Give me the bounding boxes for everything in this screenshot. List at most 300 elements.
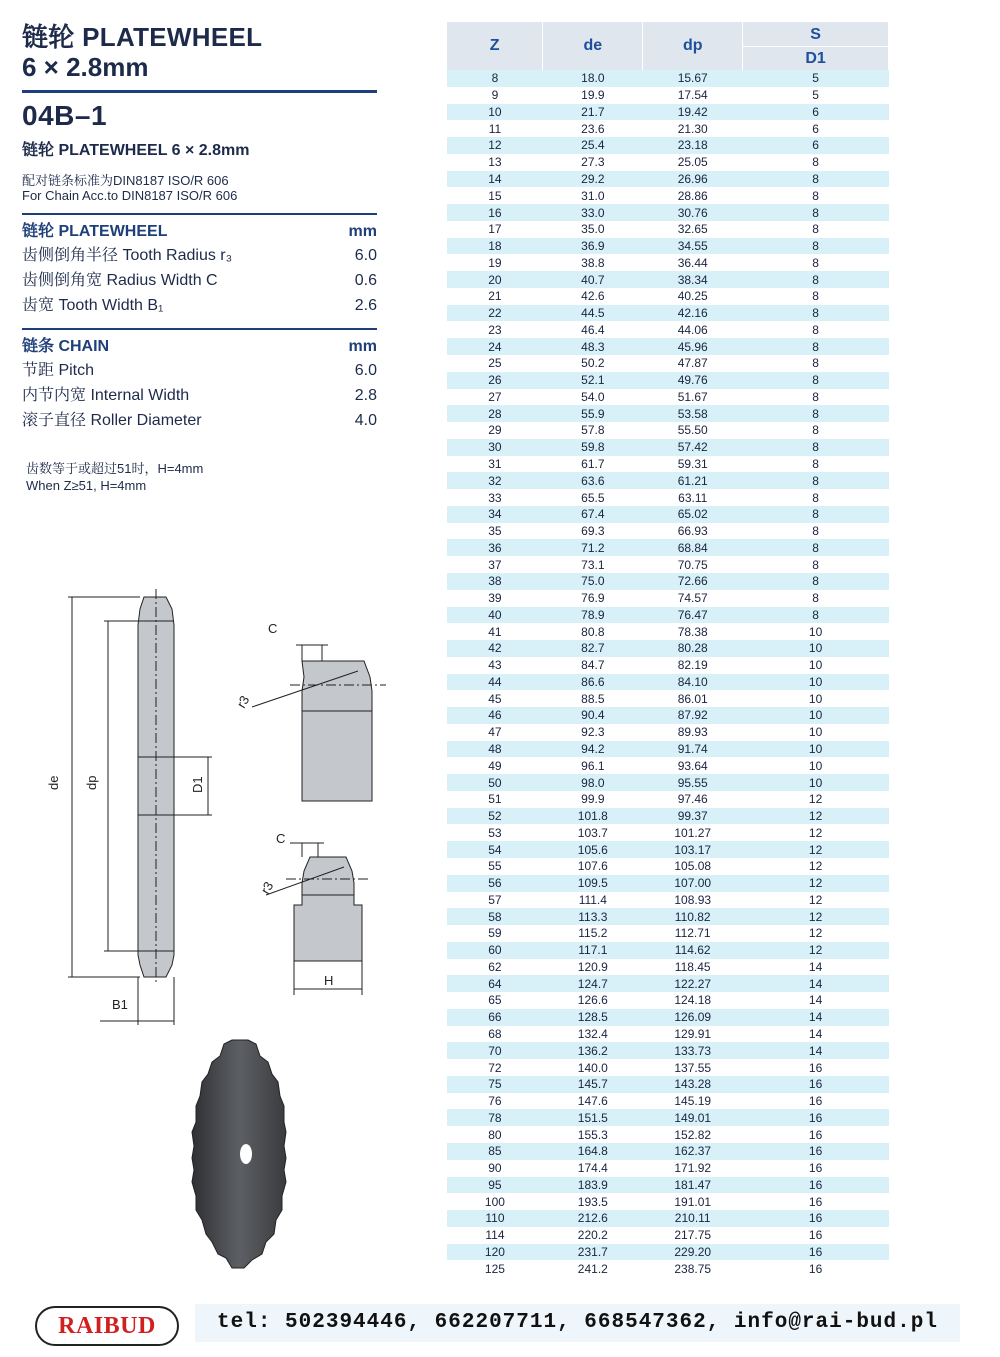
cell-z: 58 xyxy=(447,908,543,925)
table-row xyxy=(447,1160,889,1177)
cell-dp: 181.47 xyxy=(643,1177,743,1194)
cell-dp: 38.34 xyxy=(643,271,743,288)
cell-s-d1: 8 xyxy=(743,154,889,171)
cell-s-d1: 10 xyxy=(743,690,889,707)
cell-de: 109.5 xyxy=(543,875,643,892)
table-row xyxy=(447,1126,889,1143)
cell-s-d1: 12 xyxy=(743,824,889,841)
cell-z: 47 xyxy=(447,724,543,741)
cell-s-d1: 6 xyxy=(743,137,889,154)
col-header-d1: D1 xyxy=(805,49,826,67)
cell-s-d1: 8 xyxy=(743,254,889,271)
table-row xyxy=(447,640,889,657)
table-row xyxy=(447,590,889,607)
cell-de: 124.7 xyxy=(543,975,643,992)
cell-dp: 47.87 xyxy=(643,355,743,372)
sprocket-spec-table xyxy=(447,22,889,1277)
cell-dp: 162.37 xyxy=(643,1143,743,1160)
cell-s-d1: 16 xyxy=(743,1244,889,1261)
cell-s-d1: 8 xyxy=(743,556,889,573)
table-row xyxy=(447,908,889,925)
cell-de: 35.0 xyxy=(543,221,643,238)
platewheel-heading-label: 链轮 PLATEWHEEL xyxy=(22,223,168,240)
table-row xyxy=(447,238,889,255)
cell-s-d1: 14 xyxy=(743,975,889,992)
cell-de: 174.4 xyxy=(543,1160,643,1177)
cell-s-d1: 14 xyxy=(743,992,889,1009)
cell-de: 115.2 xyxy=(543,925,643,942)
cell-dp: 44.06 xyxy=(643,321,743,338)
table-row xyxy=(447,724,889,741)
spec-label: 滚子直径 Roller Diameter xyxy=(22,412,202,429)
cell-z: 29 xyxy=(447,422,543,439)
col-header-s-d1 xyxy=(743,22,889,70)
cell-de: 117.1 xyxy=(543,942,643,959)
cell-s-d1: 16 xyxy=(743,1260,889,1277)
cell-z: 33 xyxy=(447,489,543,506)
cell-dp: 26.96 xyxy=(643,171,743,188)
cell-de: 29.2 xyxy=(543,171,643,188)
cell-s-d1: 16 xyxy=(743,1126,889,1143)
divider xyxy=(22,213,377,215)
cell-dp: 149.01 xyxy=(643,1109,743,1126)
cell-z: 28 xyxy=(447,405,543,422)
cell-s-d1: 8 xyxy=(743,405,889,422)
cell-s-d1: 16 xyxy=(743,1160,889,1177)
label-dp: dp xyxy=(84,775,99,790)
label-de: de xyxy=(46,775,61,790)
cell-z: 34 xyxy=(447,506,543,523)
cell-dp: 49.76 xyxy=(643,372,743,389)
table-row xyxy=(447,959,889,976)
cell-dp: 25.05 xyxy=(643,154,743,171)
cell-z: 75 xyxy=(447,1076,543,1093)
cell-z: 59 xyxy=(447,925,543,942)
cell-z: 55 xyxy=(447,858,543,875)
cell-s-d1: 8 xyxy=(743,506,889,523)
cell-z: 56 xyxy=(447,875,543,892)
col-header-z: Z xyxy=(447,22,543,70)
cell-de: 132.4 xyxy=(543,1026,643,1043)
cell-z: 27 xyxy=(447,389,543,406)
cell-dp: 21.30 xyxy=(643,120,743,137)
platewheel-unit: mm xyxy=(348,223,377,240)
table-row xyxy=(447,992,889,1009)
cell-s-d1: 8 xyxy=(743,590,889,607)
cell-s-d1: 12 xyxy=(743,858,889,875)
spec-label: 齿侧倒角宽 Radius Width C xyxy=(22,272,218,289)
cell-dp: 53.58 xyxy=(643,405,743,422)
chain-heading xyxy=(22,336,377,358)
cell-dp: 19.42 xyxy=(643,104,743,121)
cell-de: 136.2 xyxy=(543,1042,643,1059)
cell-s-d1: 10 xyxy=(743,774,889,791)
cell-dp: 108.93 xyxy=(643,892,743,909)
table-row xyxy=(447,791,889,808)
cell-z: 18 xyxy=(447,238,543,255)
cell-dp: 91.74 xyxy=(643,741,743,758)
table-row xyxy=(447,1177,889,1194)
spec-row xyxy=(22,383,377,408)
cell-z: 17 xyxy=(447,221,543,238)
table-body xyxy=(447,70,889,1277)
cell-de: 44.5 xyxy=(543,305,643,322)
spec-value: 2.8 xyxy=(354,387,377,404)
spec-value: 6.0 xyxy=(354,247,377,264)
cell-dp: 238.75 xyxy=(643,1260,743,1277)
cell-z: 41 xyxy=(447,623,543,640)
cell-dp: 28.86 xyxy=(643,187,743,204)
cell-s-d1: 14 xyxy=(743,959,889,976)
cell-s-d1: 10 xyxy=(743,674,889,691)
spec-row xyxy=(22,358,377,383)
cell-z: 30 xyxy=(447,439,543,456)
note-cn: 齿数等于或超过51时，H=4mm xyxy=(26,461,204,476)
table-row xyxy=(447,1193,889,1210)
table-row xyxy=(447,120,889,137)
cell-s-d1: 8 xyxy=(743,204,889,221)
table-row xyxy=(447,657,889,674)
table-row xyxy=(447,1042,889,1059)
label-c2: C xyxy=(276,831,286,846)
cell-s-d1: 8 xyxy=(743,221,889,238)
cell-s-d1: 8 xyxy=(743,288,889,305)
cell-dp: 107.00 xyxy=(643,875,743,892)
cell-z: 43 xyxy=(447,657,543,674)
cell-dp: 93.64 xyxy=(643,757,743,774)
table-row xyxy=(447,137,889,154)
cell-z: 42 xyxy=(447,640,543,657)
table-row xyxy=(447,942,889,959)
cell-z: 37 xyxy=(447,556,543,573)
height-note xyxy=(26,460,346,494)
cell-z: 8 xyxy=(447,70,543,87)
cell-de: 69.3 xyxy=(543,523,643,540)
cell-de: 78.9 xyxy=(543,607,643,624)
cell-de: 151.5 xyxy=(543,1109,643,1126)
table-row xyxy=(447,70,889,87)
cell-s-d1: 10 xyxy=(743,741,889,758)
cell-s-d1: 6 xyxy=(743,120,889,137)
cell-s-d1: 10 xyxy=(743,640,889,657)
cell-z: 26 xyxy=(447,372,543,389)
cell-s-d1: 10 xyxy=(743,707,889,724)
cell-z: 40 xyxy=(447,607,543,624)
cell-s-d1: 12 xyxy=(743,841,889,858)
cell-dp: 57.42 xyxy=(643,439,743,456)
table-row xyxy=(447,204,889,221)
cell-dp: 89.93 xyxy=(643,724,743,741)
label-r3-2: r3 xyxy=(257,878,277,897)
cell-de: 21.7 xyxy=(543,104,643,121)
cell-z: 76 xyxy=(447,1093,543,1110)
cell-dp: 145.19 xyxy=(643,1093,743,1110)
cell-de: 42.6 xyxy=(543,288,643,305)
table-row xyxy=(447,288,889,305)
sprocket-image xyxy=(190,1036,290,1276)
footer xyxy=(0,1298,1000,1350)
cell-z: 51 xyxy=(447,791,543,808)
cell-s-d1: 8 xyxy=(743,489,889,506)
cell-s-d1: 10 xyxy=(743,757,889,774)
cell-dp: 61.21 xyxy=(643,472,743,489)
cell-de: 90.4 xyxy=(543,707,643,724)
cell-de: 36.9 xyxy=(543,238,643,255)
table-row xyxy=(447,1026,889,1043)
spec-value: 4.0 xyxy=(354,412,377,429)
cell-de: 46.4 xyxy=(543,321,643,338)
table-row xyxy=(447,1244,889,1261)
cell-z: 32 xyxy=(447,472,543,489)
cell-z: 54 xyxy=(447,841,543,858)
chain-heading-label: 链条 CHAIN xyxy=(22,338,110,355)
cell-de: 59.8 xyxy=(543,439,643,456)
cell-de: 84.7 xyxy=(543,657,643,674)
cell-z: 110 xyxy=(447,1210,543,1227)
cell-z: 85 xyxy=(447,1143,543,1160)
cell-de: 92.3 xyxy=(543,724,643,741)
cell-s-d1: 16 xyxy=(743,1143,889,1160)
cell-dp: 105.08 xyxy=(643,858,743,875)
cell-de: 94.2 xyxy=(543,741,643,758)
cell-de: 82.7 xyxy=(543,640,643,657)
cell-z: 78 xyxy=(447,1109,543,1126)
cell-de: 105.6 xyxy=(543,841,643,858)
cell-dp: 143.28 xyxy=(643,1076,743,1093)
cell-dp: 122.27 xyxy=(643,975,743,992)
cell-s-d1: 12 xyxy=(743,925,889,942)
cell-s-d1: 16 xyxy=(743,1227,889,1244)
cell-de: 80.8 xyxy=(543,623,643,640)
cell-de: 220.2 xyxy=(543,1227,643,1244)
cell-dp: 66.93 xyxy=(643,523,743,540)
col-header-dp: dp xyxy=(643,22,743,70)
spec-value: 2.6 xyxy=(354,297,377,314)
cell-z: 15 xyxy=(447,187,543,204)
cell-de: 52.1 xyxy=(543,372,643,389)
cell-dp: 59.31 xyxy=(643,456,743,473)
table-row xyxy=(447,87,889,104)
cell-s-d1: 8 xyxy=(743,171,889,188)
cell-dp: 36.44 xyxy=(643,254,743,271)
table-row xyxy=(447,1260,889,1277)
cell-de: 155.3 xyxy=(543,1126,643,1143)
cell-de: 54.0 xyxy=(543,389,643,406)
spec-label: 齿侧倒角半径 Tooth Radius r₃ xyxy=(22,247,233,264)
cell-z: 19 xyxy=(447,254,543,271)
cell-de: 111.4 xyxy=(543,892,643,909)
cell-z: 66 xyxy=(447,1009,543,1026)
spec-table-container xyxy=(447,22,889,1277)
cell-de: 147.6 xyxy=(543,1093,643,1110)
cell-s-d1: 8 xyxy=(743,472,889,489)
table-row xyxy=(447,489,889,506)
cell-z: 11 xyxy=(447,120,543,137)
label-b1: B1 xyxy=(112,997,128,1012)
cell-dp: 103.17 xyxy=(643,841,743,858)
cell-dp: 152.82 xyxy=(643,1126,743,1143)
cell-z: 21 xyxy=(447,288,543,305)
spec-value: 0.6 xyxy=(354,272,377,289)
cell-s-d1: 5 xyxy=(743,87,889,104)
table-row xyxy=(447,1109,889,1126)
cell-dp: 112.71 xyxy=(643,925,743,942)
table-row xyxy=(447,774,889,791)
cell-z: 35 xyxy=(447,523,543,540)
cell-de: 63.6 xyxy=(543,472,643,489)
cell-de: 113.3 xyxy=(543,908,643,925)
table-row xyxy=(447,741,889,758)
cell-de: 99.9 xyxy=(543,791,643,808)
cell-z: 36 xyxy=(447,539,543,556)
cell-s-d1: 16 xyxy=(743,1059,889,1076)
cell-dp: 42.16 xyxy=(643,305,743,322)
cell-de: 55.9 xyxy=(543,405,643,422)
cell-z: 52 xyxy=(447,808,543,825)
table-row xyxy=(447,305,889,322)
cell-de: 193.5 xyxy=(543,1193,643,1210)
note-en: When Z≥51, H=4mm xyxy=(26,478,147,493)
cell-dp: 82.19 xyxy=(643,657,743,674)
cell-dp: 72.66 xyxy=(643,573,743,590)
cell-dp: 110.82 xyxy=(643,908,743,925)
table-row xyxy=(447,171,889,188)
table-row xyxy=(447,623,889,640)
table-row xyxy=(447,573,889,590)
divider xyxy=(22,328,377,330)
table-row xyxy=(447,925,889,942)
table-row xyxy=(447,808,889,825)
cell-s-d1: 16 xyxy=(743,1193,889,1210)
label-r3: r3 xyxy=(233,692,253,711)
table-row xyxy=(447,824,889,841)
cell-z: 50 xyxy=(447,774,543,791)
cell-z: 24 xyxy=(447,338,543,355)
table-row xyxy=(447,456,889,473)
spec-label: 节距 Pitch xyxy=(22,362,95,379)
table-row xyxy=(447,104,889,121)
table-row xyxy=(447,1143,889,1160)
table-row xyxy=(447,875,889,892)
cell-s-d1: 8 xyxy=(743,321,889,338)
cell-de: 75.0 xyxy=(543,573,643,590)
cell-dp: 80.28 xyxy=(643,640,743,657)
table-row xyxy=(447,1076,889,1093)
table-row xyxy=(447,472,889,489)
cell-z: 95 xyxy=(447,1177,543,1194)
cell-s-d1: 12 xyxy=(743,808,889,825)
cell-de: 50.2 xyxy=(543,355,643,372)
cell-s-d1: 14 xyxy=(743,1009,889,1026)
cell-dp: 23.18 xyxy=(643,137,743,154)
cell-dp: 217.75 xyxy=(643,1227,743,1244)
label-h: H xyxy=(324,973,334,988)
cell-dp: 114.62 xyxy=(643,942,743,959)
cell-s-d1: 8 xyxy=(743,607,889,624)
table-row xyxy=(447,321,889,338)
cell-dp: 34.55 xyxy=(643,238,743,255)
spec-value: 6.0 xyxy=(354,362,377,379)
table-row xyxy=(447,1093,889,1110)
cell-z: 16 xyxy=(447,204,543,221)
table-row xyxy=(447,1210,889,1227)
cell-de: 107.6 xyxy=(543,858,643,875)
cell-z: 31 xyxy=(447,456,543,473)
cell-s-d1: 8 xyxy=(743,422,889,439)
cell-s-d1: 10 xyxy=(743,623,889,640)
cell-z: 45 xyxy=(447,690,543,707)
cell-dp: 99.37 xyxy=(643,808,743,825)
spec-label: 齿宽 Tooth Width B₁ xyxy=(22,297,164,314)
cell-dp: 15.67 xyxy=(643,70,743,87)
cell-de: 212.6 xyxy=(543,1210,643,1227)
table-row xyxy=(447,439,889,456)
table-row xyxy=(447,892,889,909)
cell-dp: 76.47 xyxy=(643,607,743,624)
cell-dp: 87.92 xyxy=(643,707,743,724)
cell-dp: 78.38 xyxy=(643,623,743,640)
cell-de: 57.8 xyxy=(543,422,643,439)
cell-z: 125 xyxy=(447,1260,543,1277)
cell-s-d1: 8 xyxy=(743,305,889,322)
cell-dp: 133.73 xyxy=(643,1042,743,1059)
table-header-row xyxy=(447,22,889,70)
cell-dp: 210.11 xyxy=(643,1210,743,1227)
cell-s-d1: 14 xyxy=(743,1026,889,1043)
cell-s-d1: 16 xyxy=(743,1076,889,1093)
cell-de: 101.8 xyxy=(543,808,643,825)
cell-dp: 65.02 xyxy=(643,506,743,523)
spec-row xyxy=(22,268,377,293)
table-row xyxy=(447,707,889,724)
cell-s-d1: 8 xyxy=(743,372,889,389)
cell-z: 62 xyxy=(447,959,543,976)
table-row xyxy=(447,254,889,271)
spec-row xyxy=(22,293,377,318)
cell-s-d1: 12 xyxy=(743,875,889,892)
cell-z: 68 xyxy=(447,1026,543,1043)
product-code: 04B–1 xyxy=(22,100,108,131)
table-row xyxy=(447,271,889,288)
cell-dp: 51.67 xyxy=(643,389,743,406)
cell-s-d1: 8 xyxy=(743,271,889,288)
cell-dp: 68.84 xyxy=(643,539,743,556)
cell-dp: 118.45 xyxy=(643,959,743,976)
cell-de: 86.6 xyxy=(543,674,643,691)
cell-dp: 30.76 xyxy=(643,204,743,221)
cell-dp: 129.91 xyxy=(643,1026,743,1043)
cell-z: 23 xyxy=(447,321,543,338)
cell-z: 60 xyxy=(447,942,543,959)
cell-s-d1: 14 xyxy=(743,1042,889,1059)
technical-drawing xyxy=(40,585,400,1035)
cell-de: 126.6 xyxy=(543,992,643,1009)
cell-s-d1: 10 xyxy=(743,657,889,674)
cell-de: 40.7 xyxy=(543,271,643,288)
cell-s-d1: 8 xyxy=(743,456,889,473)
page-title-size: 6 × 2.8mm xyxy=(22,52,149,82)
cell-z: 53 xyxy=(447,824,543,841)
cell-dp: 84.10 xyxy=(643,674,743,691)
cell-s-d1: 16 xyxy=(743,1177,889,1194)
cell-de: 231.7 xyxy=(543,1244,643,1261)
table-row xyxy=(447,556,889,573)
spec-panel xyxy=(22,22,377,433)
standard-cn: 配对链条标准为DIN8187 ISO/R 606 xyxy=(22,173,229,188)
divider xyxy=(22,90,377,93)
cell-dp: 86.01 xyxy=(643,690,743,707)
cell-s-d1: 16 xyxy=(743,1210,889,1227)
